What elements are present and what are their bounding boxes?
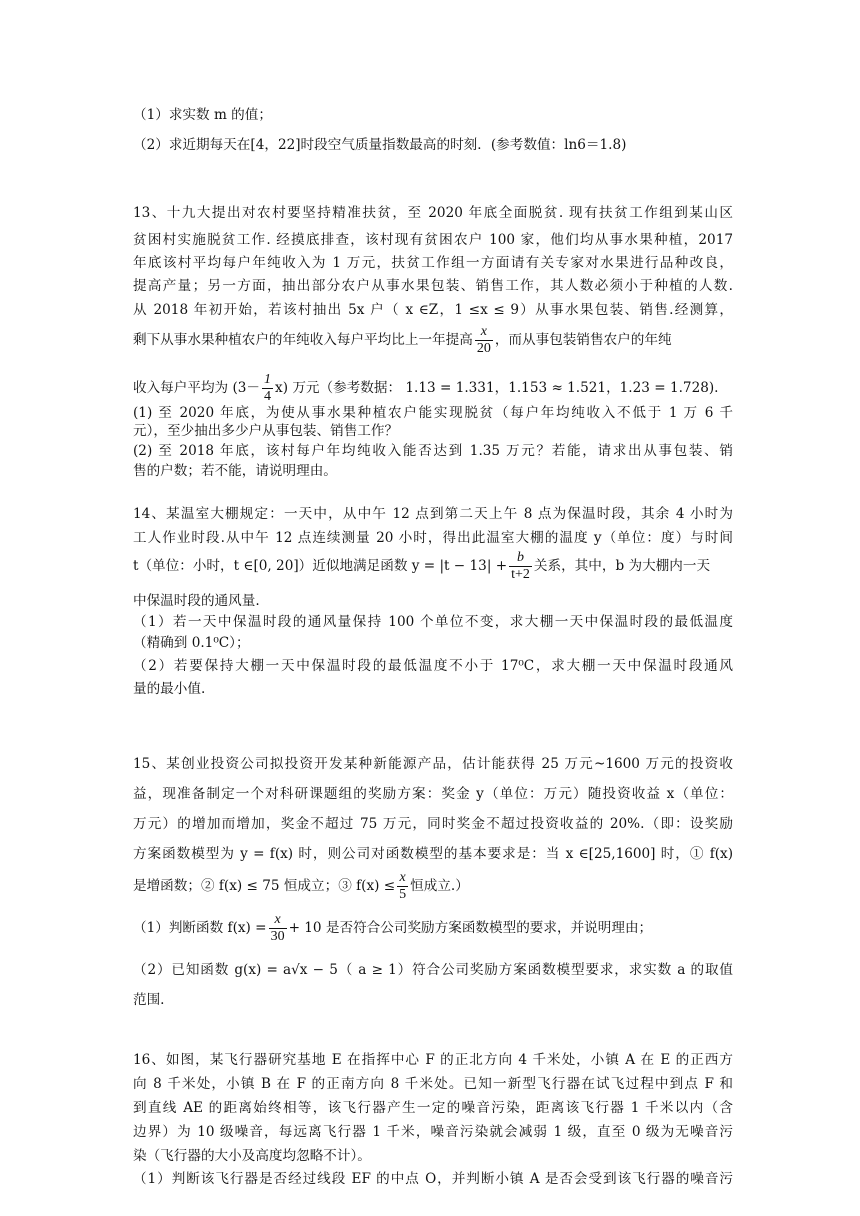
- q16-line: 到直线 AE 的距离始终相等，该飞行器产生一定的噪音污染，距离该飞行器 1 千米以内（含: [133, 1100, 733, 1116]
- fraction-b-over-t-plus-2: $\frac{b}{t+2}$: [511, 550, 530, 582]
- q16-line: 向 8 千米处，小镇 B 在 F 的正南方向 8 千米处。已知一新型飞行器在试飞过程中到点 F 和: [133, 1076, 733, 1092]
- q15-text: 恒成立.）: [410, 878, 469, 894]
- q13-text: 剩下从事水果种植农户的年纯收入每户平均比上一年提高: [133, 332, 473, 348]
- q15-line: 方案函数模型为 y = f(x) 时，则公司对函数模型的基本要求是：当 x ∈[25,1600] 时，① f(x): [133, 846, 733, 862]
- q13-line: 年底该村平均每户年纯收入为 1 万元，扶贫工作组一方面请有关专家对水果进行品种改良，: [133, 255, 733, 271]
- q13-text: x) 万元（参考数据： 1.13 = 1.331，1.153 ≈ 1.521，1.23 = 1.728).: [275, 380, 719, 396]
- q13-line: 从 2018 年初开始，若该村抽出 5x 户（ x ∈Z，1 ≤x ≤ 9）从事水果包装、销售.经测算，: [133, 302, 733, 318]
- q13-line: 贫困村实施脱贫工作. 经摸底排查，该村现有贫困农户 100 家，他们均从事水果种植，2017: [133, 232, 733, 248]
- q14-line: 14、某温室大棚规定：一天中，从中午 12 点到第二天上午 8 点为保温时段，其余 4 小时为: [133, 506, 733, 522]
- q13-text: ，而从事包装销售农户的年纯: [494, 332, 672, 348]
- q16-sub1: （1）判断该飞行器是否经过线段 EF 的中点 O，并判断小镇 A 是否会受到该飞行器的噪音污: [133, 1171, 733, 1187]
- q16-line: 16、如图，某飞行器研究基地 E 在指挥中心 F 的正北方向 4 千米处，小镇 A 在 E 的正西方: [133, 1052, 733, 1068]
- q14-sub2: 量的最小值.: [133, 681, 206, 697]
- q13-line-fraction: [133, 370, 733, 406]
- q13-line-fraction: [133, 322, 733, 358]
- q15-line: 益，现准备制定一个对科研课题组的奖励方案：奖金 y（单位：万元）随投资收益 x（单位：: [133, 786, 733, 802]
- q14-line: 中保温时段的通风量.: [133, 593, 260, 609]
- q14-line-fraction: [133, 546, 733, 586]
- q15-line-fraction: [133, 866, 733, 906]
- fraction-x-over-30: $\frac{x}{30}$: [270, 912, 285, 944]
- fraction-x-over-20: $\frac{x}{20}$: [476, 324, 491, 356]
- q16-line: 染（飞行器的大小及高度均忽略不计）。: [133, 1148, 371, 1164]
- q12-part1: （1）求实数 m 的值；: [133, 107, 272, 123]
- q15-line: 15、某创业投资公司拟投资开发某种新能源产品，估计能获得 25 万元~1600 万元的投资收: [133, 756, 733, 772]
- q14-text: t（单位：小时，t ∈[0, 20]）近似地满足函数 y = |t − 13| +: [133, 558, 508, 574]
- q14-sub1: （1）若一天中保温时段的通风量保持 100 个单位不变，求大棚一天中保温时段的最低温度: [133, 614, 733, 630]
- q13-text: 收入每户平均为 (3－: [133, 380, 261, 396]
- q15-sub2: 范围.: [133, 992, 165, 1008]
- q14-line: 工人作业时段.从中午 12 点连续测量 20 小时，得出此温室大棚的温度 y（单位：度）与时间: [133, 530, 733, 546]
- q15-line: 万元）的增加而增加，奖金不超过 75 万元，同时奖金不超过投资收益的 20%.（即：设奖励: [133, 816, 733, 832]
- q14-text: 关系，其中，b 为大棚内一天: [533, 558, 711, 574]
- q15-text: （1）判断函数 f(x) =: [133, 920, 267, 936]
- fraction-x-over-5: $\frac{x}{5}$: [399, 870, 407, 902]
- fraction-1-over-4: $\frac{1}{4}$: [264, 372, 272, 404]
- q13-sub2: (2) 至 2018 年底，该村每户年均纯收入能否达到 1.35 万元？若能，请求出从事包装、销: [133, 443, 733, 459]
- q13-sub2: 售的户数；若不能，请说明理由。: [133, 463, 337, 479]
- q15-text: 是增函数；② f(x) ≤ 75 恒成立；③ f(x) ≤: [133, 878, 396, 894]
- q16-line: 边界）为 10 级噪音，每远离飞行器 1 千米，噪音污染就会减弱 1 级，直至 0 级为无噪音污: [133, 1124, 733, 1140]
- q12-part2: （2）求近期每天在[4，22]时段空气质量指数最高的时刻．(参考数值：ln6＝1.8): [133, 137, 627, 153]
- q15-sub1: [133, 908, 733, 948]
- q13-line: 13、十九大提出对农村要坚持精准扶贫，至 2020 年底全面脱贫. 现有扶贫工作组到某山区: [133, 205, 733, 221]
- q15-sub2: （2）已知函数 g(x) = a√x − 5（ a ≥ 1）符合公司奖励方案函数模型要求，求实数 a 的取值: [133, 962, 733, 978]
- q13-sub1: (1) 至 2020 年底，为使从事水果种植农户能实现脱贫（每户年均纯收入不低于 1 万 6 千: [133, 405, 733, 421]
- q14-sub2: （2）若要保持大棚一天中保温时段的最低温度不小于 17⁰C，求大棚一天中保温时段通风: [133, 658, 733, 674]
- q13-sub1: 元），至少抽出多少户从事包装、销售工作？: [133, 423, 399, 439]
- q15-text: + 10 是否符合公司奖励方案函数模型的要求，并说明理由；: [288, 920, 653, 936]
- q13-line: 提高产量；另一方面，抽出部分农户从事水果包装、销售工作，其人数必须小于种植的人数.: [133, 278, 733, 294]
- q14-sub1: （精确到 0.1⁰C）；: [133, 635, 250, 651]
